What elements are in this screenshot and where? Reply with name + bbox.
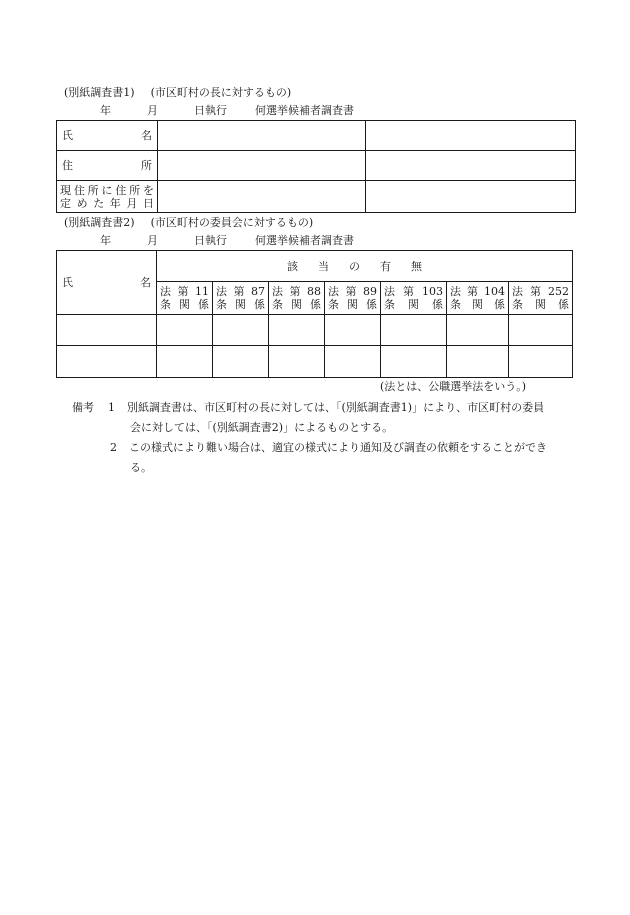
table-cell [381, 315, 447, 346]
residence-date-value-cell [158, 181, 366, 213]
applicability-header: 該当の有無 [157, 251, 573, 282]
remarks-label: 備考 [72, 401, 94, 414]
remark-item-2 [72, 438, 547, 458]
table-row [57, 315, 573, 346]
table-cell [269, 346, 325, 378]
table-row [57, 181, 576, 213]
table-cell [325, 315, 381, 346]
form1-heading [64, 84, 291, 100]
year-label: 年 [100, 234, 111, 247]
table-cell [213, 346, 269, 378]
form2-subtitle: (市区町村の委員会に対するもの) [150, 216, 314, 229]
law-column-252: 法第252 条関係 [509, 282, 573, 315]
execution-day-label: 日執行 [194, 234, 227, 247]
name-extra-cell [366, 121, 576, 151]
form1-name: 何選挙候補者調査書 [255, 104, 354, 117]
form2-date-line [100, 232, 354, 248]
form2-title: (別紙調査書2) [64, 216, 135, 229]
table-cell [269, 315, 325, 346]
name-label-cell: 氏 名 [57, 251, 157, 315]
execution-day-label: 日執行 [194, 104, 227, 117]
table-cell [57, 346, 157, 378]
law-column-88: 法第88 条関係 [269, 282, 325, 315]
remark-text: この様式により難い場合は、適宜の様式により通知及び調査の依頼をすることができ [129, 441, 547, 454]
law-column-87: 法第87 条関係 [213, 282, 269, 315]
month-label: 月 [147, 104, 158, 117]
table-cell [213, 315, 269, 346]
form1-title: (別紙調査書1) [64, 86, 135, 99]
form1-subtitle: (市区町村の長に対するもの) [150, 86, 292, 99]
remark-item-1 [72, 398, 547, 418]
law-column-11: 法第11 条関係 [157, 282, 213, 315]
table-row [57, 121, 576, 151]
month-label: 月 [147, 234, 158, 247]
table-row [57, 151, 576, 181]
remark-text: る。 [130, 461, 152, 474]
table-row [57, 346, 573, 378]
remark-item-1-cont [72, 418, 547, 438]
law-column-103: 法第103 条関係 [381, 282, 447, 315]
year-label: 年 [100, 104, 111, 117]
form1-date-line [100, 102, 354, 118]
residence-date-extra-cell [366, 181, 576, 213]
residence-date-label-cell: 現住所に住所を 定めた年月日 [57, 181, 158, 213]
law-column-104: 法第104 条関係 [447, 282, 509, 315]
form2-table [56, 250, 573, 378]
table-cell [447, 315, 509, 346]
table-cell [157, 315, 213, 346]
remarks [72, 398, 547, 478]
remark-item-2-cont [72, 458, 547, 478]
remark-number: 1 [108, 401, 115, 414]
law-definition-note: (法とは、公職選挙法をいう。) [380, 380, 527, 393]
address-extra-cell [366, 151, 576, 181]
address-value-cell [158, 151, 366, 181]
remark-text: 会に対しては、「(別紙調査書2)」によるものとする。 [130, 421, 394, 434]
name-value-cell [158, 121, 366, 151]
remark-number: 2 [110, 441, 117, 454]
address-label-cell: 住 所 [57, 151, 158, 181]
form1-table [56, 120, 576, 213]
form2-name: 何選挙候補者調査書 [255, 234, 354, 247]
table-cell [325, 346, 381, 378]
table-cell [447, 346, 509, 378]
table-cell [57, 315, 157, 346]
table-cell [157, 346, 213, 378]
table-cell [509, 315, 573, 346]
law-column-89: 法第89 条関係 [325, 282, 381, 315]
form2-heading [64, 214, 313, 230]
table-cell [509, 346, 573, 378]
remark-text: 別紙調査書は、市区町村の長に対しては、「(別紙調査書1)」により、市区町村の委員 [127, 401, 545, 414]
name-label-cell: 氏 名 [57, 121, 158, 151]
table-cell [381, 346, 447, 378]
table-header-row [57, 251, 573, 282]
